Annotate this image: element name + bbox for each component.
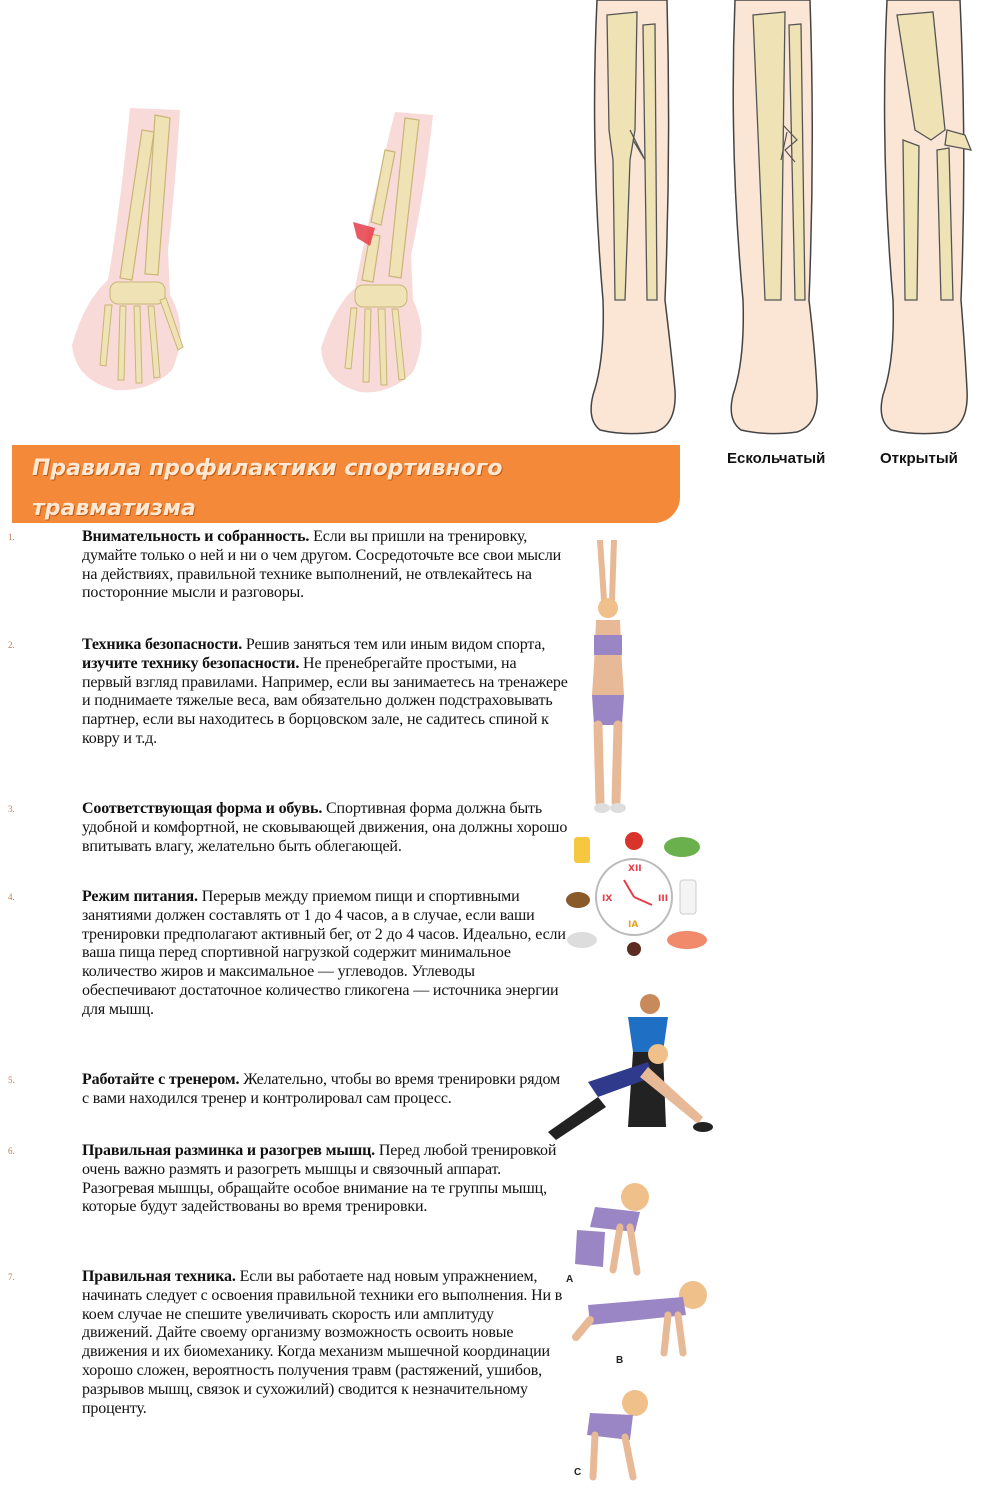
rule-body <box>82 800 568 856</box>
pose-label-a: A <box>566 1274 574 1285</box>
arm-bones-normal-illustration <box>60 100 210 395</box>
rule-text: Перед любой тренировкой очень важно размять и разогреть мышцы и связочный аппарат. Разогревая мышцы, обращайте особое внимание на те группы мышц, которые будут задействованы во время тренировки. <box>82 1142 557 1216</box>
clock-label-ix: IX <box>602 894 613 904</box>
rule-title: Работайте с тренером. <box>82 1071 240 1088</box>
rule-number: 1. <box>8 532 15 542</box>
rule-number: 2. <box>8 640 15 650</box>
rule-body <box>82 636 568 749</box>
leg-bones-comminuted-fracture-illustration <box>725 0 825 440</box>
woman-stretching-photo <box>578 540 638 820</box>
rule-title: Техника безопасности. <box>82 636 243 653</box>
clock-label-vi: IA <box>628 920 639 930</box>
banner-title: Правила профилактики спортивного травматизма <box>12 445 680 523</box>
rule-title: Правильная разминка и разогрев мышц. <box>82 1142 376 1159</box>
rule-text: Если вы пришли на тренировку, думайте только о ней и ни о чем другом. Сосредоточьте все свои мысли на действиях, правильной технике выполнений, не отвлекайтесь на посторонние мысли и разговоры. <box>82 528 562 602</box>
leg-caption-comminuted: Ескольчатый <box>727 450 826 467</box>
warmup-pose-a-photo <box>565 1172 715 1282</box>
leg-caption-open: Открытый <box>880 450 958 467</box>
pose-label-b: B <box>616 1355 624 1366</box>
rule-text-secondary: Не пренебрегайте простыми, на первый взгляд правилами. Например, если вы занимаетесь на тренажере и поднимаете тяжелые веса, вам обязательно должен подстраховывать партнер, если вы находитесь в борцовском зале, не садитесь спиной к ковру и т.д. <box>82 654 568 747</box>
rule-title: Режим питания. <box>82 888 198 905</box>
leg-bones-open-fracture-illustration <box>875 0 975 440</box>
pose-label-c: C <box>574 1467 582 1478</box>
rule-number: 5. <box>8 1075 15 1085</box>
rule-text: Перерыв между приемом пищи и спортивными занятиями должен составлять от 1 до 4 часов, а в случае, если ваши тренировки предполагают активный бег, от 2 до 4 часов. Идеально, если ваша пища перед спортивной нагрузкой содержит минимальное количество жиров и максимальное — углеводов. Углеводы обеспечивают достаточное количество гликогена — источника энергии для мышц. <box>82 888 566 1018</box>
leg-bones-transverse-fracture-illustration <box>585 0 680 440</box>
rule-text: Если вы работаете над новым упражнением, начинать следует с освоения правильной техники его выполнения. Ни в коем случае не спешите увеличивать скорость или амплитуду движений. Дайте своему организму возможность освоить новые движения и их биомеханику. Когда механизм мышечной координации хорошо сложен, вероятность получения травм (растяжений, ушибов, разрывов мышц, связок и сухожилий) сводится к незначительному проценту. <box>82 1268 563 1417</box>
rule-number: 3. <box>8 804 15 814</box>
rule-title: Внимательность и собранность. <box>82 528 310 545</box>
rule-body <box>82 1071 568 1109</box>
rule-number: 6. <box>8 1146 15 1156</box>
warmup-pose-c-photo <box>575 1385 665 1485</box>
clock-label-xii: XII <box>628 864 642 874</box>
rule-body <box>82 528 568 603</box>
warmup-pose-b-photo <box>568 1275 723 1360</box>
rule-number: 4. <box>8 892 15 902</box>
rule-body <box>82 1268 568 1418</box>
rule-number: 7. <box>8 1272 15 1282</box>
rule-body <box>82 1142 568 1217</box>
rule-text: Решив заняться тем или иным видом спорта, <box>242 636 546 653</box>
trainer-with-athlete-photo <box>528 992 713 1152</box>
rule-title: Правильная техника. <box>82 1268 236 1285</box>
rule-body <box>82 888 568 1020</box>
rule-title-secondary: изучите технику безопасности. <box>82 654 300 672</box>
rule-text: Желательно, чтобы во время тренировки рядом с вами находился тренер и контролировал сам процесс. <box>82 1071 560 1107</box>
arm-bones-fracture-illustration <box>315 110 445 395</box>
rule-text: Спортивная форма должна быть удобной и комфортной, не сковывающей движения, она должны хорошо впитывать влагу, желательно быть облегающей. <box>82 800 568 855</box>
clock-label-iii: III <box>658 894 669 904</box>
rule-title: Соответствующая форма и обувь. <box>82 800 323 817</box>
nutrition-clock-image <box>562 825 712 965</box>
